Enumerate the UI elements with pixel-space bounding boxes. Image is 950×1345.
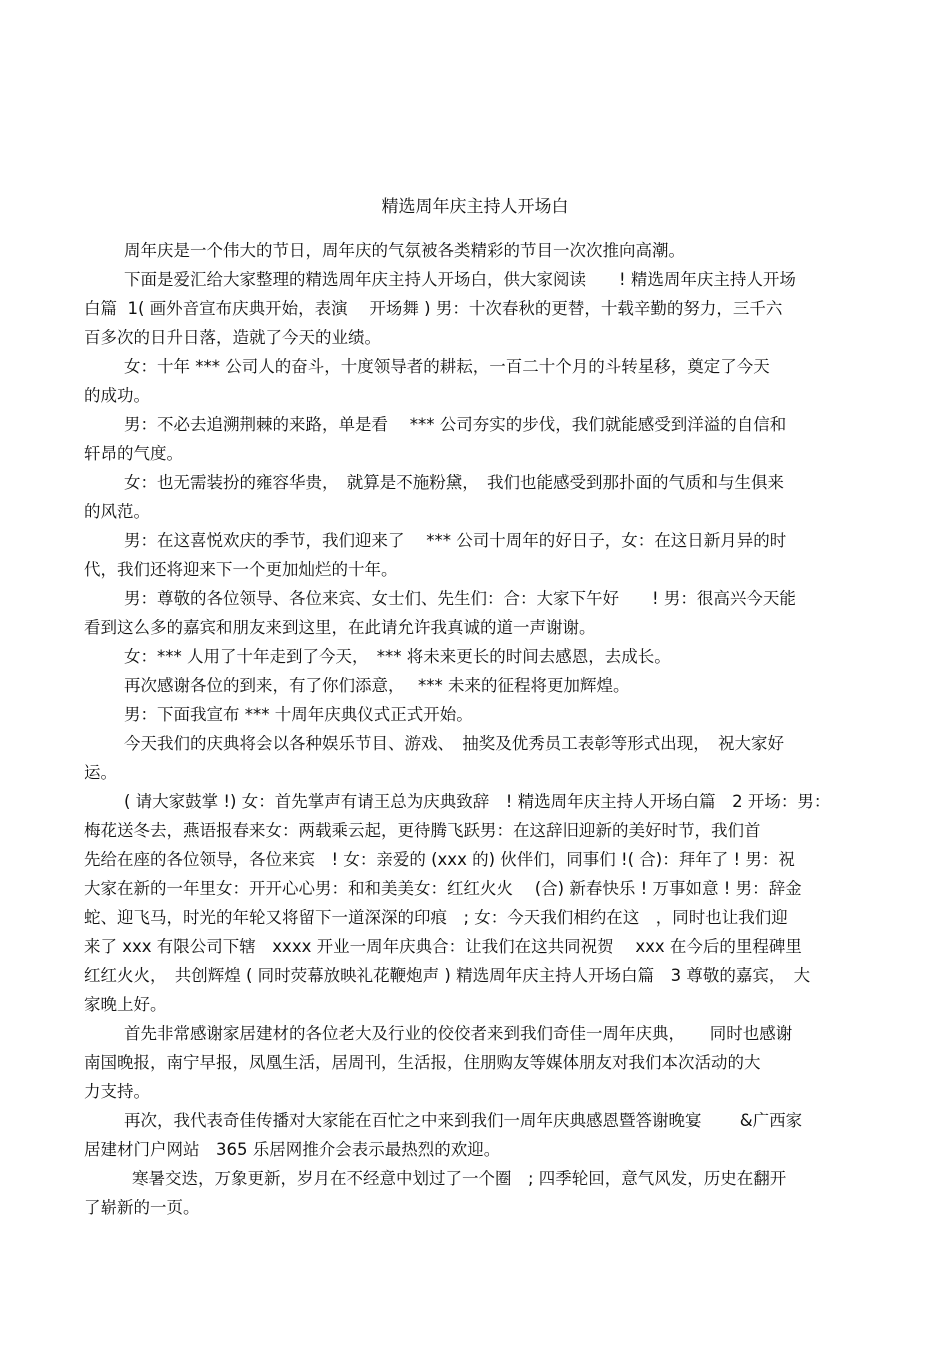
text-line: 家晚上好。 xyxy=(84,995,167,1014)
text-line: 的风范。 xyxy=(84,502,150,521)
text-line: 再次，我代表奇佳传播对大家能在百忙之中来到我们一周年庆典感恩暨答谢晚宴 &广西家 xyxy=(124,1111,803,1130)
text-line: ( 请大家鼓掌 !) 女：首先掌声有请王总为庆典致辞 ! 精选周年庆主持人开场白篇 2 开场：男： xyxy=(124,792,831,811)
text-line: 的成功。 xyxy=(84,386,150,405)
text-line: 来了 xxx 有限公司下辖 xxxx 开业一周年庆典合：让我们在这共同祝贺 xxx 在今后的里程碑里 xyxy=(84,937,802,956)
text-line: 再次感谢各位的到来，有了你们添意， *** 未来的征程将更加辉煌。 xyxy=(124,676,630,695)
text-line: 轩昂的气度。 xyxy=(84,444,183,463)
document-body xyxy=(84,236,864,1222)
text-line: 寒暑交迭，万象更新，岁月在不经意中划过了一个圈 ; 四季轮回，意气风发，历史在翻开 xyxy=(132,1169,787,1188)
text-line: 男：下面我宣布 *** 十周年庆典仪式正式开始。 xyxy=(124,705,473,724)
text-line: 今天我们的庆典将会以各种娱乐节目、游戏、 抽奖及优秀员工表彰等形式出现， 祝大家好 xyxy=(124,734,784,753)
text-line: 力支持。 xyxy=(84,1082,150,1101)
text-line: 居建材门户网站 365 乐居网推介会表示最热烈的欢迎。 xyxy=(84,1140,501,1159)
text-line: 百多次的日升日落，造就了今天的业绩。 xyxy=(84,328,381,347)
text-line: 男：尊敬的各位领导、各位来宾、女士们、先生们：合：大家下午好 ! 男：很高兴今天能 xyxy=(124,589,796,608)
text-line: 看到这么多的嘉宾和朋友来到这里，在此请允许我真诚的道一声谢谢。 xyxy=(84,618,596,637)
text-line: 红红火火， 共创辉煌 ( 同时荧幕放映礼花鞭炮声 ) 精选周年庆主持人开场白篇 3 尊敬的嘉宾， 大 xyxy=(84,966,811,985)
text-line: 下面是爱汇给大家整理的精选周年庆主持人开场白，供大家阅读 ! 精选周年庆主持人开场 xyxy=(124,270,796,289)
text-line: 大家在新的一年里女：开开心心男：和和美美女：红红火火 (合) 新春快乐 ! 万事如意 ! 男：辞金 xyxy=(84,879,802,898)
text-line: 女：*** 人用了十年走到了今天， *** 将未来更长的时间去感恩，去成长。 xyxy=(124,647,671,666)
document-title: 精选周年庆主持人开场白 xyxy=(381,197,569,217)
text-line: 男：不必去追溯荆棘的来路，单是看 *** 公司夯实的步伐，我们就能感受到洋溢的自信和 xyxy=(124,415,787,434)
text-line: 蛇、迎飞马，时光的年轮又将留下一道深深的印痕 ; 女：今天我们相约在这 ，同时也让我们迎 xyxy=(84,908,788,927)
text-line: 代，我们还将迎来下一个更加灿烂的十年。 xyxy=(84,560,398,579)
text-line: 女：也无需装扮的雍容华贵， 就算是不施粉黛， 我们也能感受到那扑面的气质和与生俱来 xyxy=(124,473,784,492)
text-line: 周年庆是一个伟大的节日，周年庆的气氛被各类精彩的节目一次次推向高潮。 xyxy=(124,241,685,260)
text-line: 白篇 1( 画外音宣布庆典开始，表演 开场舞 ) 男：十次春秋的更替，十载辛勤的努力，三千六 xyxy=(84,299,783,318)
text-line: 首先非常感谢家居建材的各位老大及行业的佼佼者来到我们奇佳一周年庆典， 同时也感谢 xyxy=(124,1024,793,1043)
text-line: 了崭新的一页。 xyxy=(84,1198,200,1217)
text-line: 运。 xyxy=(84,763,117,782)
text-line: 先给在座的各位领导，各位来宾 ! 女：亲爱的 (xxx 的) 伙伴们，同事们 !( 合)：拜年了 ! 男：祝 xyxy=(84,850,795,869)
text-line: 男：在这喜悦欢庆的季节，我们迎来了 *** 公司十周年的好日子，女：在这日新月异的时 xyxy=(124,531,787,550)
text-line: 南国晚报，南宁早报，凤凰生活，居周刊，生活报，住朋购友等媒体朋友对我们本次活动的大 xyxy=(84,1053,761,1072)
text-line: 梅花送冬去，燕语报春来女：两载乘云起，更待腾飞跃男：在这辞旧迎新的美好时节，我们首 xyxy=(84,821,761,840)
text-line: 女：十年 *** 公司人的奋斗，十度领导者的耕耘，一百二十个月的斗转星移，奠定了今天 xyxy=(124,357,770,376)
